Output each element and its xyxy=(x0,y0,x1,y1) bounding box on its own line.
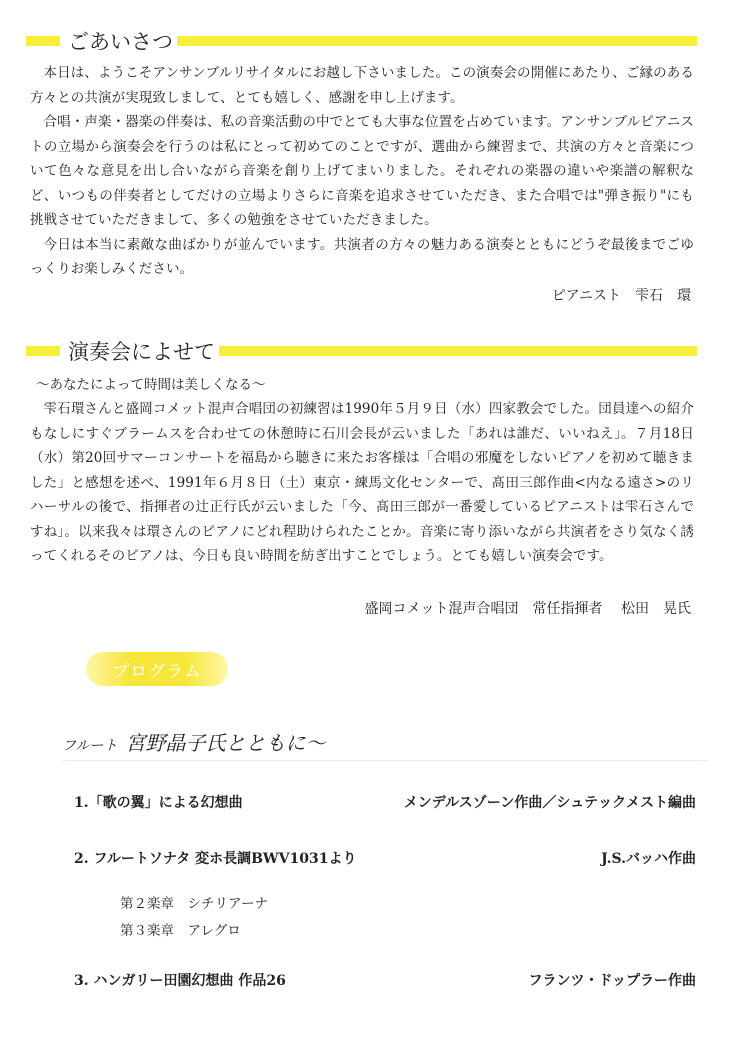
heading-accent xyxy=(26,36,60,46)
guest-heading xyxy=(62,727,325,756)
greeting-paragraph: 合唱・声楽・器楽の伴奏は、私の音楽活動の中でとても大事な位置を占めています。アンサンブルピアニストの立場から演奏会を行うのは私にとって初めてのことですが、選曲から練習まで、共演の方々と音楽について色々な意見を出し合いながら音楽を創り上げてまいりました。それぞれの楽器の違いや楽譜の解釈など、いつもの伴奏者としてだけの立場よりさらに音楽を追求させていただき、また合唱では"弾き振り"にも挑戦させていただきまして、多くの勉強をさせていただきました。 xyxy=(30,114,694,228)
program-label-pill xyxy=(86,652,228,686)
program-item-composer: フランツ・ドップラー作曲 xyxy=(528,973,696,989)
greeting-paragraph: 今日は本当に素敵な曲ばかりが並んでいます。共演者の方々の魅力ある演奏とともにどうぞ最後までごゆっくりお楽しみください。 xyxy=(30,236,694,277)
program-item-composer: メンデルスゾーン作曲／シュテックメスト編曲 xyxy=(403,795,696,811)
program-item-composer: J.S.バッハ作曲 xyxy=(601,851,696,867)
program-item xyxy=(74,970,696,990)
program-item xyxy=(74,792,696,812)
greeting-heading-bar xyxy=(26,26,697,56)
greeting-heading: ごあいさつ xyxy=(68,30,173,54)
heading-rule xyxy=(177,36,697,46)
greeting-body xyxy=(30,61,694,282)
tribute-heading-bar xyxy=(26,336,697,366)
tribute-signature: 盛岡コメット混声合唱団 常任指揮者 松田 晃氏 xyxy=(364,601,691,617)
movement-item: 第３楽章 アレグロ xyxy=(120,923,241,939)
heading-accent xyxy=(26,346,60,356)
greeting-paragraph: 本日は、ようこそアンサンブルリサイタルにお越し下さいました。この演奏会の開催にあたり、ご縁のある方々との共演が実現致しまして、とても嬉しく、感謝を申し上げます。 xyxy=(30,65,694,106)
program-item-title: 2. フルートソナタ 変ホ長調BWV1031より xyxy=(74,851,357,867)
program-label: プログラム xyxy=(112,661,202,682)
tribute-body xyxy=(30,397,694,569)
guest-divider xyxy=(62,760,708,761)
heading-rule xyxy=(219,346,697,356)
tribute-heading: 演奏会によせて xyxy=(68,340,215,364)
tribute-subtitle: ～あなたによって時間は美しくなる～ xyxy=(36,377,266,393)
program-item xyxy=(74,848,696,868)
guest-name: 宮野晶子氏とともに～ xyxy=(125,731,326,755)
program-item-title: 3. ハンガリー田園幻想曲 作品26 xyxy=(74,973,286,989)
program-item-title: 1.「歌の翼」による幻想曲 xyxy=(74,795,243,811)
greeting-signature: ピアニスト 雫石 環 xyxy=(551,288,691,304)
tribute-paragraph: 雫石環さんと盛岡コメット混声合唱団の初練習は1990年５月９日（水）四家教会でした。団員達への紹介もなしにすぐブラームスを合わせての休憩時に石川会長が云いました「あれは誰だ、いいねえ」。７月18日（水）第20回サマーコンサートを福島から聴きに来たお客様は「合唱の邪魔をしないピアノを初めて聴きました」と感想を述べ、1991年６月８日（土）東京・練馬文化センターで、髙田三郎作曲<内なる遠さ>のリハーサルの後で、指揮者の辻正行氏が云いました「今、髙田三郎が一番愛しているピアニストは雫石さんですね」。以来我々は環さんのピアノにどれ程助けられたことか。音楽に寄り添いながら共演者をさり気なく誘ってくれるそのピアノは、今日も良い時間を紡ぎ出すことでしょう。とても嬉しい演奏会です。 xyxy=(30,401,694,564)
movement-item: 第２楽章 シチリアーナ xyxy=(120,896,269,912)
guest-instrument: フルート xyxy=(62,738,118,754)
